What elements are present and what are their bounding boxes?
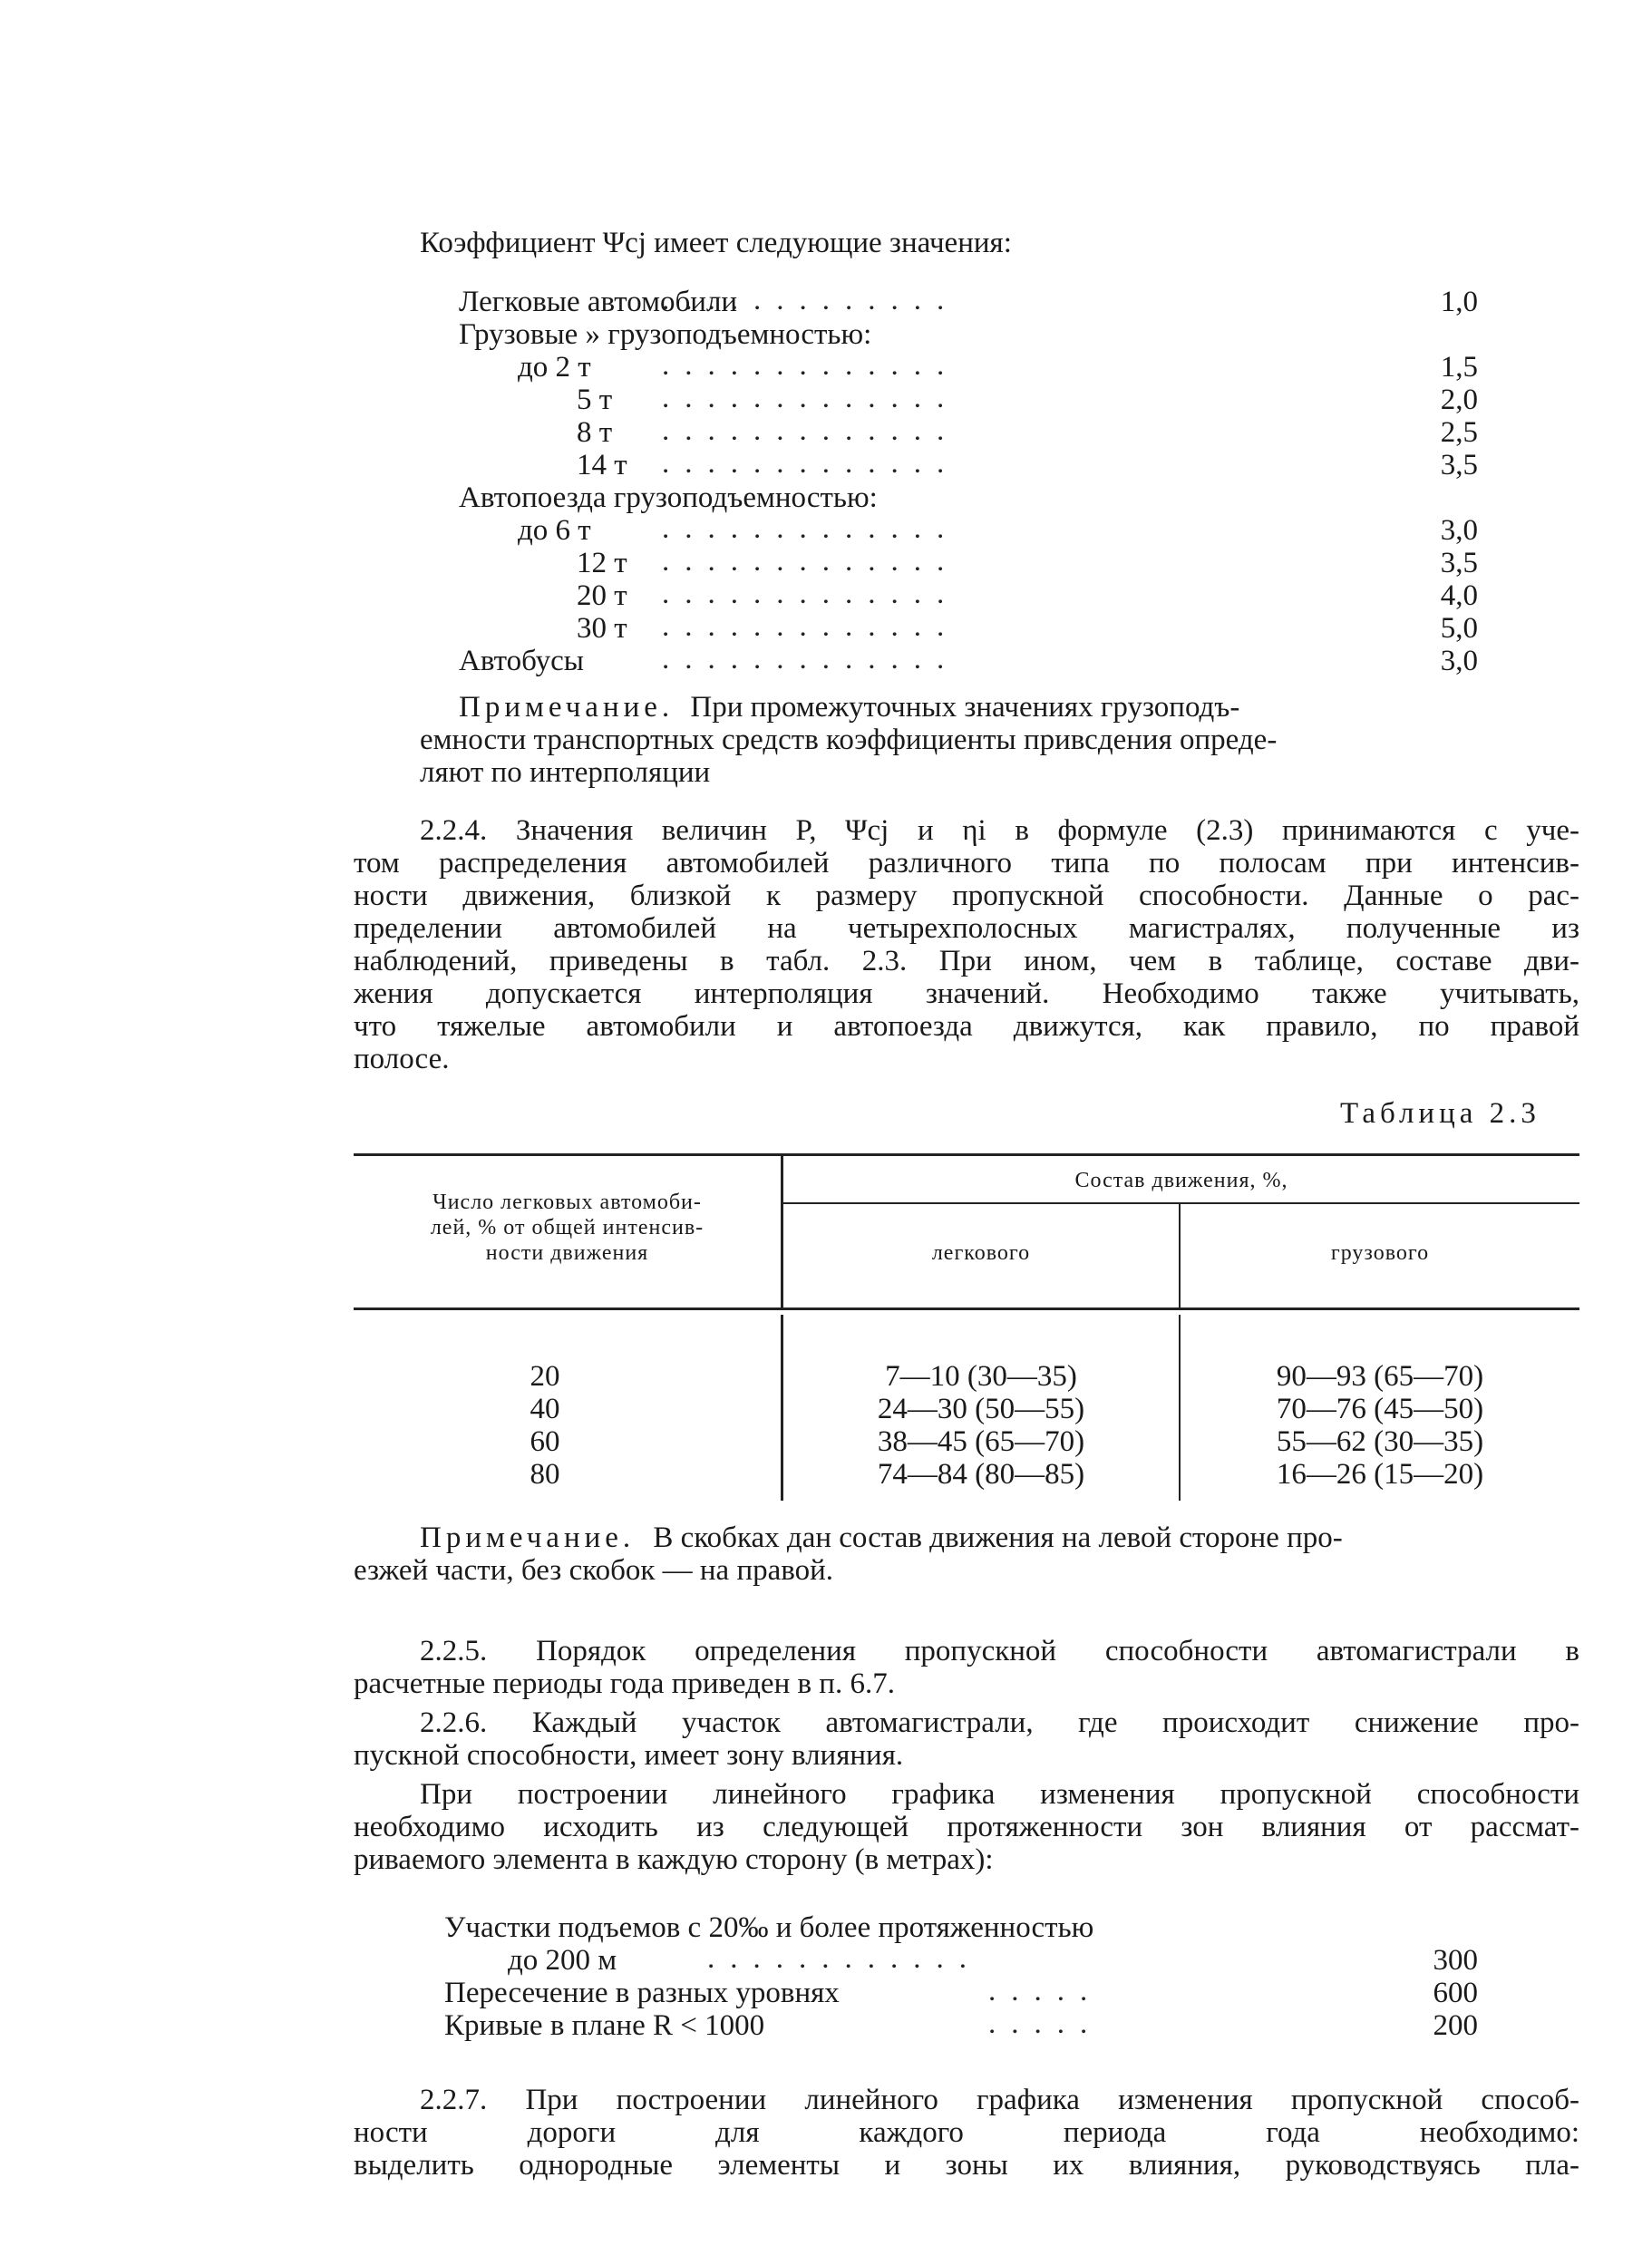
table-cell-heavy: 55—62 (30—35) <box>1276 1425 1484 1458</box>
leader-dots: ............. <box>662 643 960 676</box>
paragraph-line <box>420 1778 1579 1811</box>
paragraph-line <box>420 1635 1579 1667</box>
zone-label: Участки подъемов с 20‰ и более протяженностью <box>444 1911 1094 1944</box>
coef-label: 30 т <box>577 612 627 645</box>
coef-value: 2,5 <box>1440 416 1478 449</box>
paragraph-line-text: ности движения, близкой к размеру пропускной способности. Данные о рас- <box>354 880 1579 912</box>
table-cell-share: 20 <box>530 1360 560 1393</box>
table-cell-heavy: 70—76 (45—50) <box>1276 1393 1484 1425</box>
paragraph-line-text: наблюдений, приведены в табл. 2.3. При ином, чем в таблице, составе дви- <box>354 945 1579 977</box>
coef-label: Грузовые » грузоподъемностью: <box>459 318 872 351</box>
coef-label: 14 т <box>577 449 627 481</box>
paragraph-line <box>354 1843 1579 1876</box>
table-cell-heavy: 90—93 (65—70) <box>1276 1360 1484 1393</box>
coef-label: Легковые автомобили <box>459 286 738 318</box>
paragraph-line <box>354 1010 1579 1043</box>
paragraph-line <box>354 880 1579 912</box>
paragraph-line <box>354 912 1579 945</box>
paragraph-line-text: ности дороги для каждого периода года необходимо: <box>354 2116 1579 2149</box>
note-2-line-1: езжей части, без скобок — на правой. <box>354 1554 834 1587</box>
paragraph-line-text: 2.2.4. Значения величин P, Ψcj и ηi в формуле (2.3) принимаются с уче- <box>420 814 1579 847</box>
note-1-line-2: ляют по интерполяции <box>420 756 711 789</box>
paragraph-line-text: При построении линейного графика изменения пропускной способности <box>420 1778 1579 1811</box>
paragraph-line <box>354 945 1579 977</box>
coef-value: 3,0 <box>1440 514 1478 547</box>
zone-value: 300 <box>1433 1944 1478 1977</box>
leader-dots: ............. <box>662 414 960 447</box>
paragraph-line <box>354 2149 1579 2182</box>
zone-label: Кривые в плане R < 1000 <box>444 2009 765 2042</box>
coef-value: 5,0 <box>1440 612 1478 645</box>
coef-value: 3,0 <box>1440 645 1478 677</box>
table-cell-share: 40 <box>530 1393 560 1425</box>
col1-header-line-2: ности движения <box>485 1241 649 1265</box>
col2-header: легкового <box>931 1241 1031 1265</box>
zone-value: 600 <box>1433 1977 1478 2009</box>
leader-dots: ............. <box>662 284 960 316</box>
paragraph-line <box>354 1811 1579 1843</box>
leader-dots: ............. <box>662 610 960 643</box>
table-cell-heavy: 16—26 (15—20) <box>1276 1458 1484 1491</box>
coef-label: до 6 т <box>518 514 591 547</box>
paragraph-line <box>354 1667 1579 1700</box>
coef-label: Автопоезда грузоподъемностью: <box>459 481 878 514</box>
table-cell-light: 38—45 (65—70) <box>877 1425 1085 1458</box>
coef-label: до 2 т <box>518 351 591 384</box>
paragraph-line <box>354 2116 1579 2149</box>
paragraph-line-text: 2.2.7. При построении линейного графика изменения пропускной способ- <box>420 2084 1579 2116</box>
table-cell-light: 24—30 (50—55) <box>877 1393 1085 1425</box>
note-2-line-0: В скобках дан состав движения на левой стороне про- <box>653 1521 1343 1554</box>
paragraph-line-text: том распределения автомобилей различного типа по полосам при интенсив- <box>354 847 1579 880</box>
note-2-head: Примечание. <box>420 1521 636 1554</box>
paragraph-line-text: риваемого элемента в каждую сторону (в метрах): <box>354 1843 994 1876</box>
paragraph-line <box>354 847 1579 880</box>
leader-dots: ............. <box>662 512 960 545</box>
coef-intro: Коэффициент Ψcj имеет следующие значения: <box>420 227 1012 259</box>
paragraph-line <box>354 1043 1579 1075</box>
paragraph-line-text: 2.2.5. Порядок определения пропускной способности автомагистрали в <box>420 1635 1579 1667</box>
leader-dots: ............. <box>662 447 960 480</box>
paragraph-line-text: пускной способности, имеет зону влияния. <box>354 1739 904 1772</box>
zone-label: до 200 м <box>508 1944 617 1977</box>
table-cell-share: 60 <box>530 1425 560 1458</box>
coef-value: 3,5 <box>1440 547 1478 579</box>
paragraph-line-text: что тяжелые автомобили и автопоезда движутся, как правило, по правой <box>354 1010 1579 1043</box>
note-1-line-0: При промежуточных значениях грузоподъ- <box>690 691 1240 724</box>
leader-dots: ............ <box>707 1942 982 1975</box>
zone-label: Пересечение в разных уровнях <box>444 1977 840 2009</box>
paragraph-line-text: 2.2.6. Каждый участок автомагистрали, где происходит снижение про- <box>420 1706 1579 1739</box>
table-cell-share: 80 <box>530 1458 560 1491</box>
leader-dots: ..... <box>988 1975 1103 2007</box>
leader-dots: ............. <box>662 545 960 578</box>
paragraph-line <box>420 2084 1579 2116</box>
col1-header-line-1: лей, % от общей интенсив- <box>430 1216 705 1239</box>
coef-value: 1,0 <box>1440 286 1478 318</box>
coef-label: 5 т <box>577 384 613 416</box>
zone-value: 200 <box>1433 2009 1478 2042</box>
paragraph-line <box>354 977 1579 1010</box>
coef-label: Автобусы <box>459 645 584 677</box>
table-caption: Таблица 2.3 <box>1340 1097 1540 1130</box>
coef-value: 4,0 <box>1440 579 1478 612</box>
note-1-line-1: емности транспортных средств коэффициенты привсдения опреде- <box>420 724 1278 756</box>
paragraph-line <box>354 1739 1579 1772</box>
leader-dots: ............. <box>662 578 960 610</box>
col1-header-line-0: Число легковых автомоби- <box>432 1191 702 1214</box>
leader-dots: ..... <box>988 2007 1103 2040</box>
paragraph-line-text: выделить однородные элементы и зоны их влияния, руководствуясь пла- <box>354 2149 1579 2182</box>
paragraph-line-text: расчетные периоды года приведен в п. 6.7. <box>354 1667 895 1700</box>
table-group-rule <box>783 1202 1579 1204</box>
paragraph-line-text: жения допускается интерполяция значений. Необходимо также учитывать, <box>354 977 1579 1010</box>
col1-header <box>354 1190 781 1266</box>
leader-dots: ............. <box>662 382 960 414</box>
coef-label: 20 т <box>577 579 627 612</box>
paragraph-line-text: необходимо исходить из следующей протяженности зон влияния от рассмат- <box>354 1811 1579 1843</box>
coef-label: 12 т <box>577 547 627 579</box>
coef-value: 3,5 <box>1440 449 1478 481</box>
coef-label: 8 т <box>577 416 613 449</box>
paragraph-line <box>420 814 1579 847</box>
table-cell-light: 74—84 (80—85) <box>877 1458 1085 1491</box>
table-cell-light: 7—10 (30—35) <box>885 1360 1077 1393</box>
coef-value: 2,0 <box>1440 384 1478 416</box>
col3-header: грузового <box>1330 1241 1430 1265</box>
paragraph-line <box>420 1706 1579 1739</box>
note-1-head: Примечание. <box>459 691 675 724</box>
leader-dots: ............. <box>662 349 960 382</box>
table-header-rule <box>354 1307 1579 1310</box>
paragraph-line-text: пределении автомобилей на четырехполосных магистралях, полученные из <box>354 912 1579 945</box>
group-header: Состав движения, %, <box>1074 1169 1288 1192</box>
coef-value: 1,5 <box>1440 351 1478 384</box>
paragraph-line-text: полосе. <box>354 1043 450 1075</box>
table-top-rule <box>354 1153 1579 1156</box>
